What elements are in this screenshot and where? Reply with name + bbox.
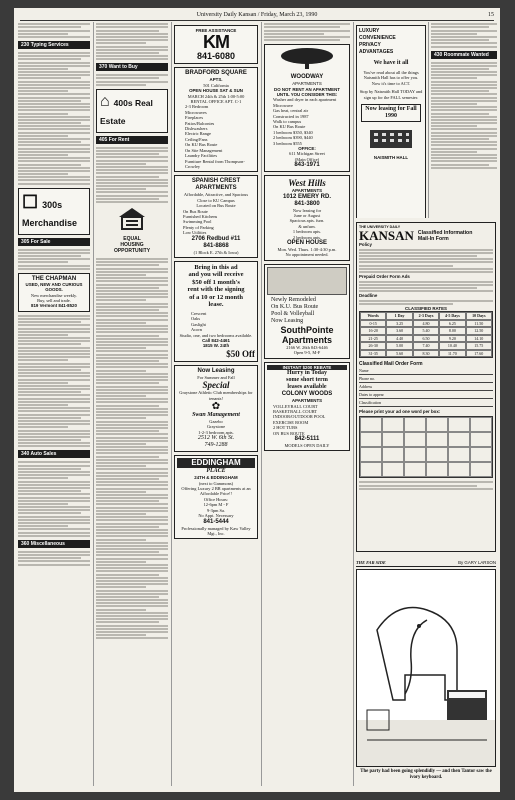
km-ad: FREE ASSISTANCE KM 841-6080 [174, 25, 258, 64]
column-roommates [431, 22, 497, 218]
section-heading: 340 Auto Sales [18, 450, 90, 458]
eddingham-place-ad: EDDINGHAM PLACE 24TH & EDDINGHAM (next to Gammons) Offering Luxury 2 BR apartments at an Affordable Price!! Office Hours: 12-6pm M - F 9-3pm Sa. No Appt. Necessary 841-5444 Professionally managed by Kaw Valley Mgt., Inc. [174, 455, 258, 539]
elephant-piano-illustration [357, 570, 495, 766]
comic-title: THE FAR SIDE [356, 560, 386, 565]
typing-listings [18, 52, 90, 185]
realestate-banner [96, 89, 168, 133]
masthead-line: University Daily Kansan / Friday, March 23, 1990 [196, 12, 318, 18]
spanish-crest-ad: SPANISH CREST APARTMENTS Affordable, Attractive, and Spacious Close to KU Campus Located on Bus Route On Bus Route Furnished Kitchens Swimming Pool Plenty of Parking Low Utilities 2706 Redbud #11 841-8868 (1 Block E. 27th & Iowa) [174, 175, 258, 258]
equal-housing-logo: EQUAL HOUSING OPPORTUNITY [96, 207, 168, 254]
west-hills-ad: West Hills APARTMENTS 1012 EMERY RD. 841-3800 Now leasing for June or August Spacious apts. furn. & unfurn. 1 bedroom apts. 2 bedroom apts. OPEN HOUSE Mon. Wed. Thurs. 1:30-4:30 p.m. No appointment needed. [264, 175, 350, 261]
comic-panel [356, 569, 496, 767]
merch-heading: 300s Merchandise [22, 199, 78, 228]
realestate-heading: 400s Real Estate [100, 97, 153, 126]
woodway-tree-icon [277, 47, 337, 69]
merchandise-banner [18, 188, 90, 235]
column-display-ads-a [174, 22, 258, 786]
bradford-amenities: 2-3 Bedroom Microwaves Fireplaces Patios/Balconies Dishwashers Electric Range Ceiling/Fans On KU Bus Route On Site Management Laundry Facilities Furniture Rental from Thompson-Crowley [185, 104, 245, 169]
section-heading: 305 For Sale [18, 238, 90, 246]
chapman-ad: THE CHAPMAN USED, NEW AND CURIOUS GOODS. New merchandise weekly. Buy, sell and trade. 819 Vermont 841-8520 [18, 273, 90, 312]
page-header [20, 10, 494, 21]
column-typing-merch [18, 22, 90, 786]
section-heading: 430 Roommate Wanted [431, 51, 497, 59]
naismith-building-icon [366, 126, 416, 150]
name-field[interactable]: Name [359, 368, 493, 375]
comic-caption: The party had been going splendidly — and then Tantor saw the ivory keyboard. [360, 769, 492, 781]
far-side-comic [356, 560, 496, 788]
column-display-ads-b [264, 22, 350, 786]
swan-management-ad: Now Leasing For Summer and Fall Special Graystone Athletic Club memberships for tenants! ✿ Swan Management Gazebo Graystone 1-2-3 bedroom apts. 2512 W. 6th St. 749-1288 [174, 365, 258, 452]
page-number: 15 [488, 12, 494, 18]
equal-housing-icon [117, 207, 147, 231]
phone-field[interactable]: Phone no. [359, 376, 493, 383]
section-heading: 405 For Rent [96, 136, 168, 144]
spanish-features: On Bus Route Furnished Kitchens Swimming Pool Plenty of Parking Low Utilities [183, 208, 218, 236]
swan-icon: ✿ [211, 401, 221, 413]
word-boxes-grid[interactable] [359, 416, 493, 478]
southpointe-map [267, 267, 347, 295]
bradford-square-ad: BRADFORD SQUARE APTS. 501 California OPEN HOUSE SAT & SUN MARCH 24th & 25th 1:00-5:00 RENTAL OFFICE APT. C-1 2-3 Bedroom Microwaves Fireplaces Patios/Balconies Dishwashers Electric Range Ceiling/Fans On KU Bus Route On Site Management Laundry Facilities Furniture Rental from Thompson-Crowley [174, 67, 258, 172]
section-heading: 370 Want to Buy [96, 63, 168, 71]
newspaper-page [14, 8, 500, 792]
km-logo: KM [203, 32, 229, 53]
naismith-feature-list: LUXURY CONVENIENCE PRIVACY ADVANTAGES [359, 28, 396, 55]
colony-woods-ad: INSTANT $200 REBATE Hurry in Today some short term leases available COLONY WOODS APARTMENTS VOLLEYBALL COURT BASKETBALL COURT INDOOR/OUTDOOR POOL EXERCISE ROOM 2 HOT TUBS ON BUS ROUTE 842-5111 MODELS OPEN DAILY [264, 362, 350, 452]
woodway-features: Washer and dryer in each apartment Microwave Gas heat, central air Constructed in 1987 Walk to campus On KU Bus Route 1 bedroom $350, $340 2 bedroom $390, $440 3 bedroom $555 [273, 97, 337, 146]
column-rent-listings [96, 22, 168, 786]
address-field[interactable]: Address [359, 384, 493, 391]
house-icon: ⌂ [100, 92, 110, 110]
classification-field[interactable]: Classification [359, 400, 493, 407]
section-heading: 230 Typing Services [18, 41, 90, 49]
text-block [18, 23, 90, 38]
section-heading: 360 Miscellaneous [18, 540, 90, 548]
comic-author: By GARY LARSON [458, 560, 496, 565]
naismith-hall-ad: LUXURY CONVENIENCE PRIVACY ADVANTAGES We have it all You've read about all the things Naismith Hall has to offer you. Now it's time to ACT. Stop by Naismith Hall TODAY and sign up for the FALL semester. Now leasing for Fall 1990 NAISMITH HALL [356, 22, 426, 218]
merch-icon: ☐ [22, 191, 39, 212]
classified-rates-table: Words 1 Day 2-3 Days 4-5 Days 10 Days 0-15 3.25 4.80 6.25 11.50 16-20 3.60 5.40 8.00 12.50 21-25 4.40 6.50 9.20 14.10 26-30 5.00 7.40 10.40 15.75 31-35 5.60 8.30 11.70 17.60 [359, 311, 493, 358]
classified-mail-in-form: THE UNIVERSITY DAILY KANSAN Classified Information Mail-In Form Policy Prepaid Order Form Ads Deadline CLASSIFIED RATES Words 1 Day 2-3 Days 4-5 Days 10 Days 0-15 3.25 4.80 6.25 11.50 16-20 3.60 5.40 8.00 12.50 21-25 4.40 6.50 9.20 14.10 26-30 5.00 7.40 10.40 15.75 31-35 5.60 8.30 11.70 17.60 Classified Mail Order Form Name Phone no. Address Dates to appear Classification Please print your ad one word per box: [356, 222, 496, 552]
woodway-ad: WOODWAY APARTMENTS DO NOT RENT AN APARTMENT UNTIL YOU CONSIDER THIS: Washer and dryer in each apartment Microwave Gas heat, central air Constructed in 1987 Walk to campus On KU Bus Route 1 bedroom $350, $340 2 bedroom $390, $440 3 bedroom $555 OFFICE: 611 Michigan Street (Main Office) 843-1971 [264, 44, 350, 172]
kansan-logo: KANSAN [359, 228, 414, 243]
dates-field[interactable]: Dates to appear [359, 392, 493, 399]
fifty-off-ad: Bring in this ad and you will receive $50 off 1 month's rent with the signing of a 10 or 12 month lease. Crescent Oaks Gaslight Acorn Studio, one, and two bedrooms available. Call 842-4461 1815 W. 24th $50 Off [174, 261, 258, 362]
southpointe-ad: Newly Remodeled On K.U. Bus Route Pool & Volleyball Now Leasing SouthPointe Apartments 2166 W. 26th 843-6446 Open 9-5, M-F [264, 264, 350, 359]
